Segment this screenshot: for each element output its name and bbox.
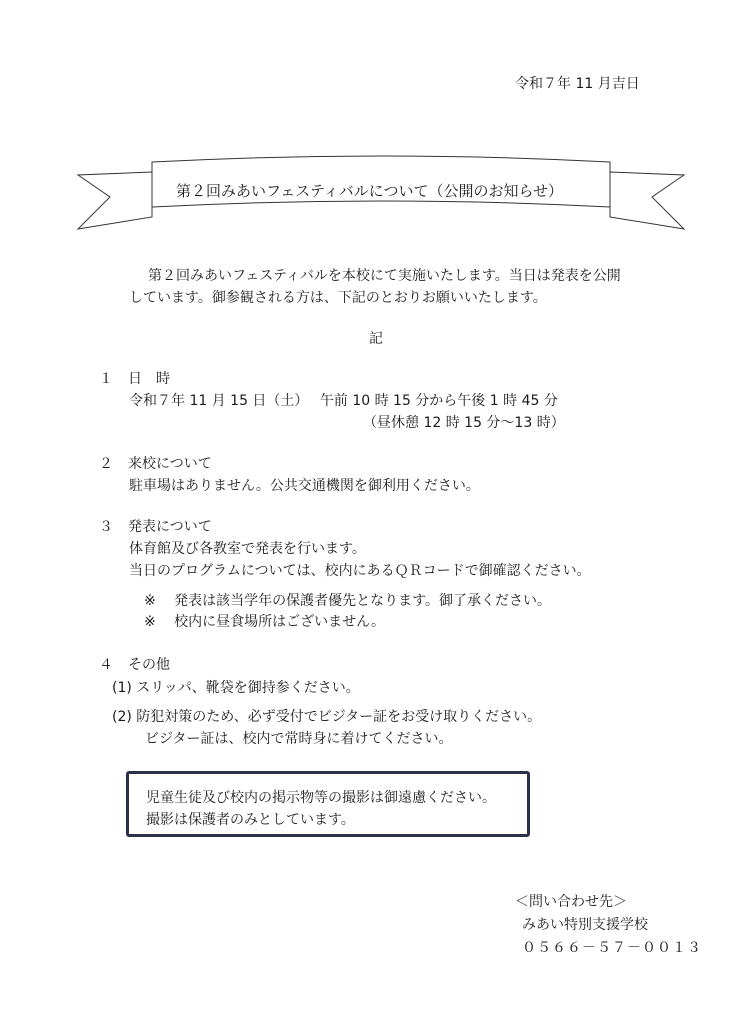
section-2-line-1: 駐車場はありません。公共交通機関を御利用ください。	[129, 478, 480, 494]
contact-phone: ０５６６－５７－００１３	[522, 940, 702, 956]
contact-label: ＜問い合わせ先＞	[515, 894, 627, 910]
section-4-item-1: (1) スリッパ、靴袋を御持参ください。	[112, 680, 360, 696]
page-title: 第２回みあいフェスティバルについて（公開のお知らせ）	[176, 182, 564, 200]
intro-line-1: 第２回みあいフェスティバルを本校にて実施いたします。当日は発表を公開	[148, 268, 621, 284]
intro-line-2: しています。御参観される方は、下記のとおりお願いいたします。	[129, 290, 547, 306]
title-ribbon	[0, 0, 749, 260]
section-1-number: １	[99, 371, 113, 387]
section-3-number: ３	[99, 519, 113, 535]
notice-line-2: 撮影は保護者のみとしています。	[146, 812, 355, 828]
ki-heading: 記	[369, 331, 383, 347]
notice-line-1: 児童生徒及び校内の掲示物等の撮影は御遠慮ください。	[146, 790, 496, 806]
section-4-item-2-continuation: ビジター証は、校内で常時身に着けてください。	[145, 731, 453, 747]
section-2-number: ２	[99, 456, 113, 472]
section-1-line-2: （昼休憩 12 時 15 分～13 時）	[363, 415, 565, 431]
section-4-number: ４	[99, 657, 113, 673]
document-date: 令和７年 11 月吉日	[515, 76, 640, 92]
section-4-heading: その他	[128, 657, 170, 673]
section-3-line-1: 体育館及び各教室で発表を行います。	[129, 541, 366, 557]
section-1-line-1: 令和７年 11 月 15 日（土） 午前 10 時 15 分から午後 1 時 45 分	[129, 393, 558, 409]
section-4-item-2: (2) 防犯対策のため、必ず受付でビジター証をお受け取りください。	[112, 709, 542, 725]
section-3-note-1: ※ 発表は該当学年の保護者優先となります。御了承ください。	[144, 593, 552, 609]
contact-school-name: みあい特別支援学校	[522, 917, 648, 933]
section-3-line-2: 当日のプログラムについては、校内にあるＱＲコードで御確認ください。	[129, 563, 591, 579]
section-2-heading: 来校について	[128, 456, 212, 472]
ribbon-left-tail	[78, 172, 152, 229]
section-3-heading: 発表について	[128, 519, 212, 535]
section-3-note-2: ※ 校内に昼食場所はございません。	[144, 614, 386, 630]
ribbon-right-tail	[610, 172, 684, 229]
section-1-heading: 日 時	[128, 371, 170, 387]
